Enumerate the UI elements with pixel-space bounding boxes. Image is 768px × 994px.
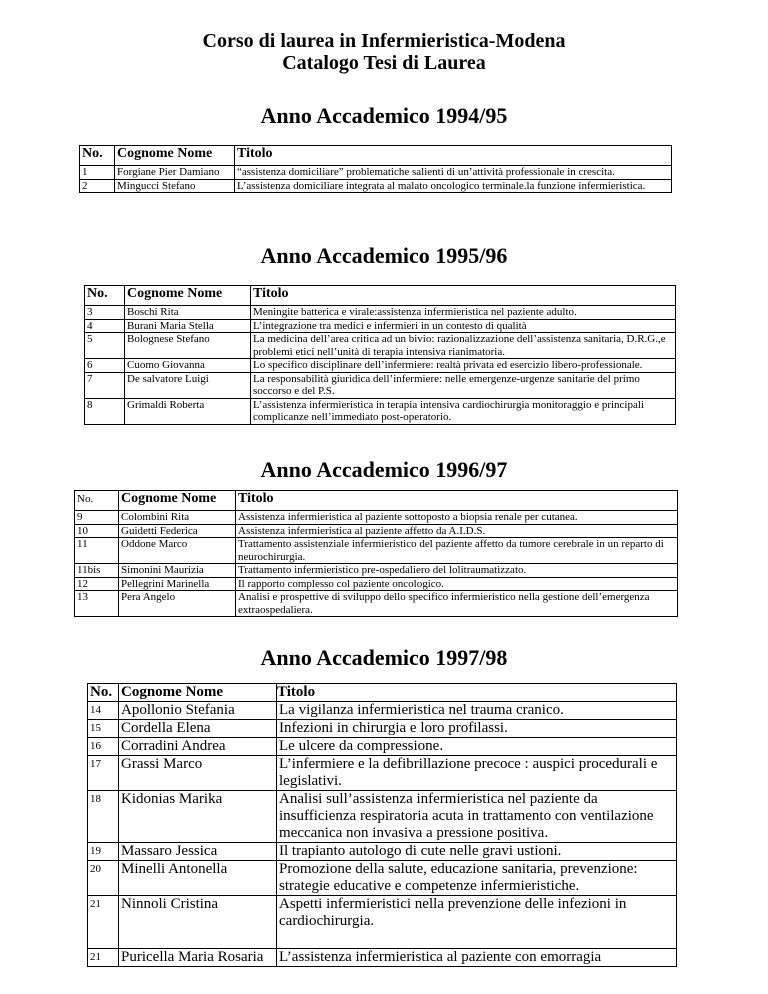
row-author: Pellegrini Marinella	[119, 577, 236, 591]
thesis-table-1997	[87, 683, 677, 967]
row-number: 14	[88, 702, 119, 720]
table-row	[75, 577, 678, 591]
row-author: Cuomo Giovanna	[125, 359, 251, 373]
table-row	[88, 896, 677, 949]
row-author: Massaro Jessica	[119, 843, 277, 861]
row-number: 8	[85, 398, 125, 424]
row-number: 9	[75, 511, 119, 525]
document-title: Corso di laurea in Infermieristica-Modena	[202, 30, 566, 52]
thesis-table-1994	[79, 145, 672, 193]
row-author: Burani Maria Stella	[125, 319, 251, 333]
row-title: Meningite batterica e virale:assistenza infermieristica nel paziente adulto.	[251, 306, 676, 320]
row-title: “assistenza domiciliare” problematiche salienti di un’attività professionale in crescita.	[235, 166, 672, 180]
row-number: 4	[85, 319, 125, 333]
column-header-name: Cognome Nome	[125, 286, 251, 306]
table-row	[88, 949, 677, 967]
row-title: Analisi e prospettive di sviluppo dello specifico infermieristico nella gestione dell’emergenza extraospedaliera.	[236, 591, 678, 617]
row-title: Trattamento assistenziale infermieristico del paziente affetto da tumore cerebrale in un reparto di neurochirurgia.	[236, 538, 678, 564]
row-author: Boschi Rita	[125, 306, 251, 320]
row-number: 3	[85, 306, 125, 320]
column-header-name: Cognome Nome	[119, 684, 277, 702]
document-subtitle: Catalogo Tesi di Laurea	[282, 52, 486, 74]
table-row	[85, 372, 676, 398]
row-number: 20	[88, 861, 119, 896]
column-header-title: Titolo	[277, 684, 677, 702]
thesis-table-1995	[84, 285, 676, 425]
row-number: 12	[75, 577, 119, 591]
row-title: Lo specifico disciplinare dell’infermiere: realtà privata ed esercizio libero-professionale.	[251, 359, 676, 373]
row-title: Analisi sull’assistenza infermieristica nel paziente da insufficienza respiratoria acuta in trattamento con ventilazione meccanica non invasiva a pressione positiva.	[277, 791, 677, 843]
section-year-heading: Anno Accademico 1995/96	[260, 243, 508, 268]
table-row	[75, 538, 678, 564]
row-author: Forgiane Pier Damiano	[115, 166, 235, 180]
row-number: 16	[88, 738, 119, 756]
column-header-no: No.	[75, 491, 119, 511]
column-header-name: Cognome Nome	[115, 146, 235, 166]
table-row	[88, 861, 677, 896]
table-row	[85, 333, 676, 359]
row-number: 15	[88, 720, 119, 738]
row-title: La responsabilità giuridica dell’infermiere: nelle emergenze-urgenze sanitarie del primo soccorso e del P.S.	[251, 372, 676, 398]
table-row	[88, 791, 677, 843]
row-author: De salvatore Luigi	[125, 372, 251, 398]
section-year-heading: Anno Accademico 1994/95	[260, 103, 508, 128]
column-header-no: No.	[85, 286, 125, 306]
row-number: 7	[85, 372, 125, 398]
table-row	[88, 738, 677, 756]
thesis-table-1996	[74, 490, 678, 617]
section-year-heading: Anno Accademico 1997/98	[260, 645, 508, 670]
row-author: Ninnoli Cristina	[119, 896, 277, 949]
row-title: L’assistenza infermieristica al paziente con emorragia	[277, 949, 677, 967]
column-header-title: Titolo	[235, 146, 672, 166]
row-number: 18	[88, 791, 119, 843]
table-row	[88, 843, 677, 861]
row-author: Pera Angelo	[119, 591, 236, 617]
row-author: Mingucci Stefano	[115, 179, 235, 193]
row-number: 1	[80, 166, 115, 180]
column-header-title: Titolo	[251, 286, 676, 306]
table-row	[88, 756, 677, 791]
row-author: Bolognese Stefano	[125, 333, 251, 359]
row-number: 21	[88, 896, 119, 949]
row-author: Puricella Maria Rosaria	[119, 949, 277, 967]
row-title: Assistenza infermieristica al paziente affetto da A.I.D.S.	[236, 524, 678, 538]
row-number: 6	[85, 359, 125, 373]
row-title: L’assistenza infermieristica in terapia intensiva cardiochirurgia monitoraggio e principali complicanze nell’immediato post-operatorio.	[251, 398, 676, 424]
row-number: 11bis	[75, 564, 119, 578]
row-author: Colombini Rita	[119, 511, 236, 525]
row-title: La vigilanza infermieristica nel trauma cranico.	[277, 702, 677, 720]
row-author: Minelli Antonella	[119, 861, 277, 896]
table-row	[85, 319, 676, 333]
row-title: L’integrazione tra medici e infermieri in un contesto di qualità	[251, 319, 676, 333]
column-header-title: Titolo	[236, 491, 678, 511]
table-row	[75, 591, 678, 617]
table-row	[75, 564, 678, 578]
row-number: 5	[85, 333, 125, 359]
column-header-name: Cognome Nome	[119, 491, 236, 511]
row-title: Assistenza infermieristica al paziente sottoposto a biopsia renale per cutanea.	[236, 511, 678, 525]
row-title: Il rapporto complesso col paziente oncologico.	[236, 577, 678, 591]
table-row	[85, 398, 676, 424]
table-row	[88, 720, 677, 738]
row-number: 13	[75, 591, 119, 617]
table-row	[80, 179, 672, 193]
table-row	[88, 702, 677, 720]
table-row	[80, 166, 672, 180]
row-title: Aspetti infermieristici nella prevenzione delle infezioni in cardiochirurgia.	[277, 896, 677, 949]
row-title: Le ulcere da compressione.	[277, 738, 677, 756]
column-header-no: No.	[80, 146, 115, 166]
row-number: 19	[88, 843, 119, 861]
row-title: Il trapianto autologo di cute nelle gravi ustioni.	[277, 843, 677, 861]
row-author: Cordella Elena	[119, 720, 277, 738]
row-number: 21	[88, 949, 119, 967]
row-author: Guidetti Federica	[119, 524, 236, 538]
row-title: Infezioni in chirurgia e loro profilassi.	[277, 720, 677, 738]
row-author: Grassi Marco	[119, 756, 277, 791]
table-row	[85, 359, 676, 373]
row-number: 11	[75, 538, 119, 564]
row-author: Kidonias Marika	[119, 791, 277, 843]
row-author: Apollonio Stefania	[119, 702, 277, 720]
row-title: Promozione della salute, educazione sanitaria, prevenzione: strategie educative e competenze infermieristiche.	[277, 861, 677, 896]
row-title: Trattamento infermieristico pre-ospedaliero del lolitraumatizzato.	[236, 564, 678, 578]
table-row	[85, 306, 676, 320]
column-header-no: No.	[88, 684, 119, 702]
table-row	[75, 511, 678, 525]
row-title: La medicina dell’area critica ad un bivio: razionalizzazione dell’assistenza sanitaria, D.R.G.,e problemi etici nell’unità di terapia intensiva rianimatoria.	[251, 333, 676, 359]
row-author: Grimaldi Roberta	[125, 398, 251, 424]
row-author: Oddone Marco	[119, 538, 236, 564]
row-number: 10	[75, 524, 119, 538]
row-number: 17	[88, 756, 119, 791]
row-title: L’infermiere e la defibrillazione precoce : auspici procedurali e legislativi.	[277, 756, 677, 791]
row-author: Simonini Maurizia	[119, 564, 236, 578]
table-row	[75, 524, 678, 538]
row-number: 2	[80, 179, 115, 193]
row-title: L’assistenza domiciliare integrata al malato oncologico terminale.la funzione infermieristica.	[235, 179, 672, 193]
section-year-heading: Anno Accademico 1996/97	[260, 457, 508, 482]
row-author: Corradini Andrea	[119, 738, 277, 756]
